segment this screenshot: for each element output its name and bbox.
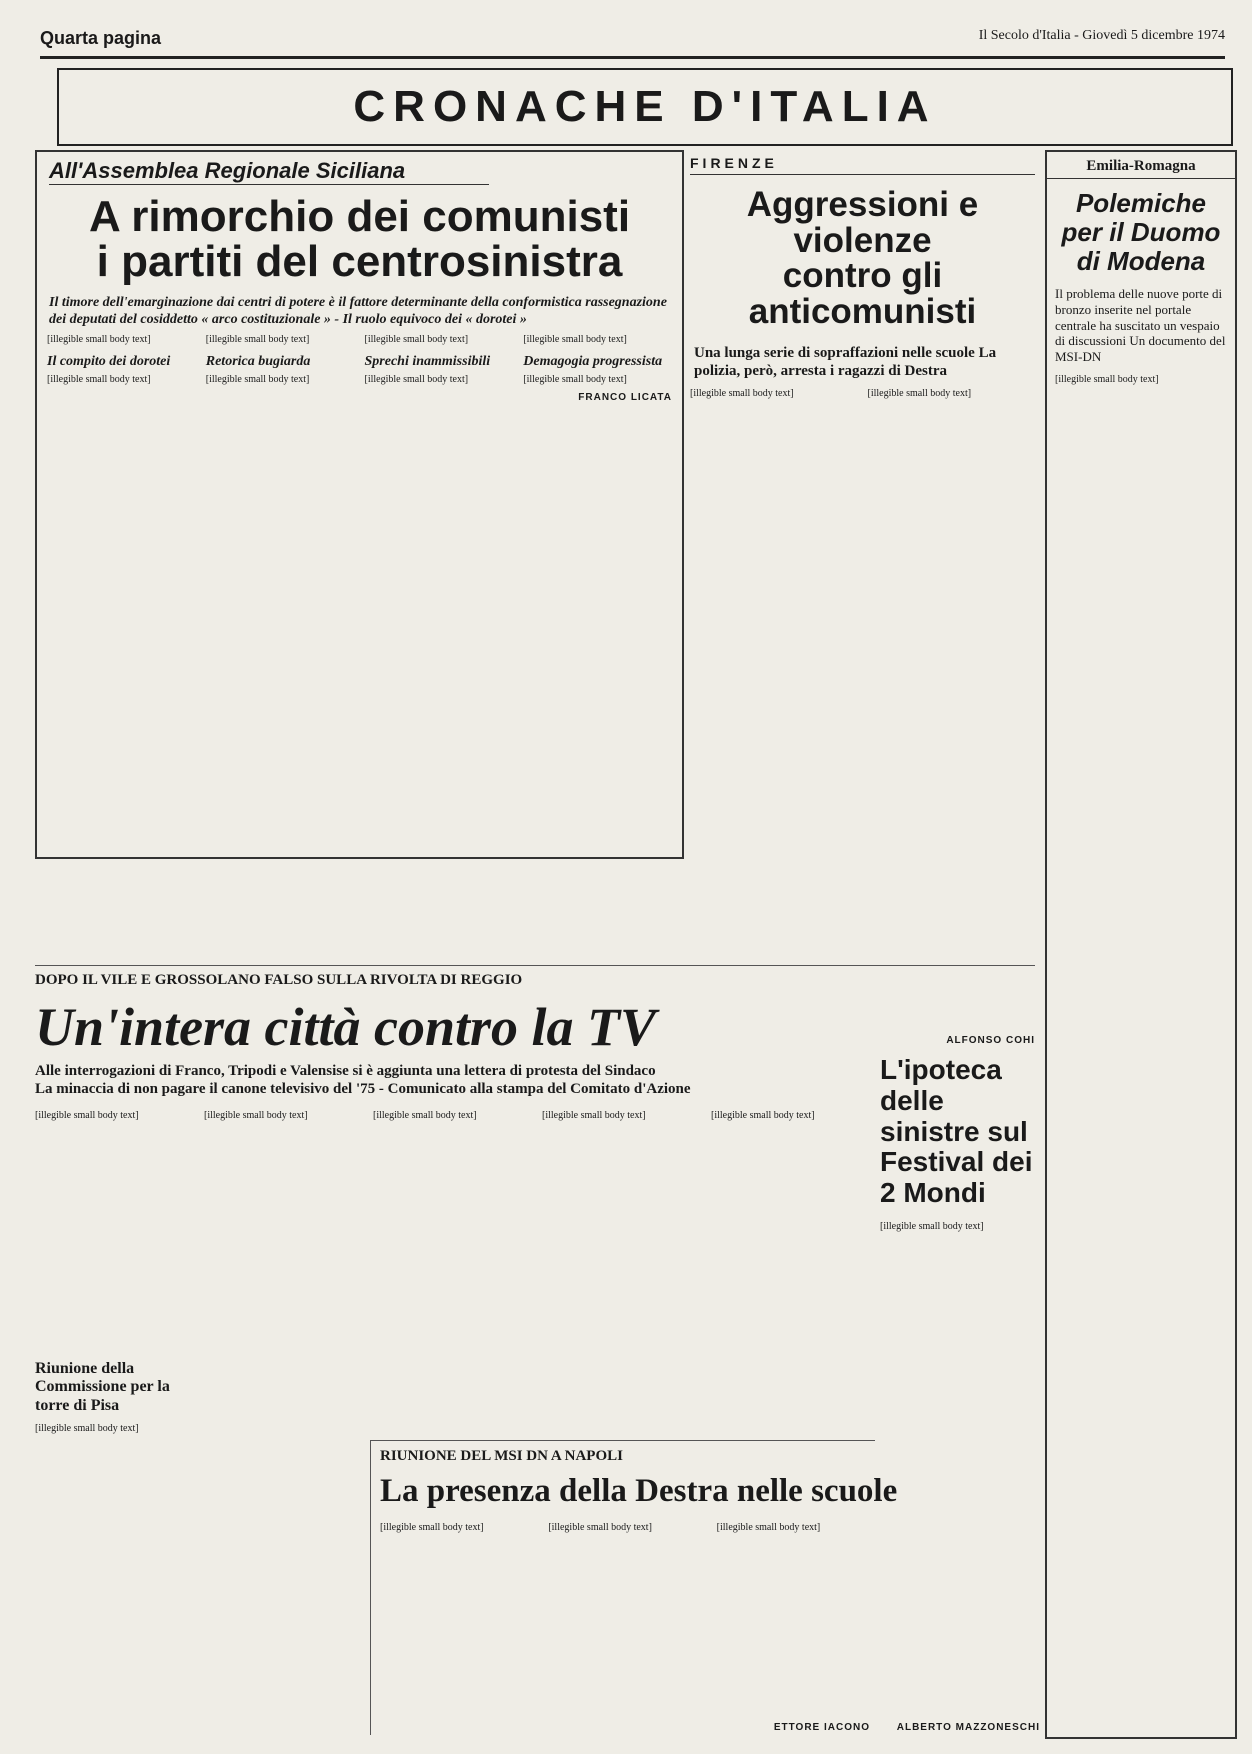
body-paragraph: [illegible small body text] [867,387,972,399]
article-kicker: Emilia-Romagna [1047,158,1235,179]
body-paragraph: [illegible small body text] [548,1522,652,1533]
body-paragraph: [illegible small body text] [711,1110,815,1121]
article-headline [690,187,1035,330]
body-paragraph: [illegible small body text] [523,374,627,386]
article-headline: L'ipoteca delle sinistre sul Festival dei 2 Mondi [880,1054,1033,1209]
article-body [690,388,1035,1078]
section-divider [35,965,1035,966]
body-paragraph: [illegible small body text] [523,334,627,346]
column-rule [370,1440,371,1735]
body-paragraph: [illegible small body text] [205,374,310,386]
article-body [47,334,672,814]
reggio-kicker: DOPO IL VILE E GROSSOLANO FALSO SULLA RIVOLTA DI REGGIO [35,972,523,988]
article-headline: Riunione della Commissione per la torre di Pisa [35,1360,170,1414]
body-paragraph: [illegible small body text] [690,387,794,399]
body-paragraph: [illegible small body text] [542,1110,646,1121]
article-headline [37,192,682,286]
article-deck: Una lunga serie di sopraffazioni nelle scuole La polizia, però, arresta i ragazzi di Destra [694,344,997,379]
article-modena [1045,150,1237,1739]
body-paragraph: [illegible small body text] [364,374,469,386]
body-column [717,1522,875,1722]
article-firenze [690,155,1035,1050]
body-paragraph: [illegible small body text] [47,334,151,346]
body-paragraph: [illegible small body text] [880,1220,984,1232]
article-pisa [35,1360,195,1735]
body-column [523,334,672,814]
section-divider [370,1440,875,1441]
headline-line-1: Aggressioni e violenze [746,185,979,260]
body-paragraph: [illegible small body text] [380,1522,484,1533]
headline-line-2: contro gli anticomunisti [748,256,977,332]
body-paragraph: [illegible small body text] [205,334,310,346]
headline-line-1: A rimorchio dei comunisti [88,192,631,241]
subheading: Demagogia progressista [523,353,663,369]
napoli-kicker: RIUNIONE DEL MSI DN A NAPOLI [380,1448,623,1464]
deck-line-2: La minaccia di non pagare il canone televisivo del '75 - Comunicato alla stampa del Comitato d'Azione [35,1081,691,1097]
page-section: Quarta pagina [40,28,162,48]
article-spoleto [880,1055,1040,1735]
body-paragraph: [illegible small body text] [35,1110,139,1121]
body-paragraph: [illegible small body text] [716,1522,821,1533]
body-column [690,388,858,1078]
body-column [365,334,514,814]
body-column [380,1522,538,1722]
body-column [47,334,196,814]
subheading: Il compito dei dorotei [47,353,171,369]
article-body [1055,374,1227,387]
body-column [206,334,355,814]
paper-date-line: Il Secolo d'Italia - Giovedì 5 dicembre 1974 [978,28,1225,43]
section-banner-title: CRONACHE D'ITALIA [353,82,937,131]
body-paragraph: [illegible small body text] [47,374,151,386]
subheading: Sprechi inammissibili [364,353,491,369]
article-byline: ALBERTO MAZZONESCHI [896,1722,1040,1733]
body-paragraph: [illegible small body text] [364,334,469,346]
body-paragraph: [illegible small body text] [35,1423,139,1435]
article-byline: ETTORE IACONO [773,1722,870,1733]
body-paragraph: [illegible small body text] [1055,374,1159,386]
article-kicker: All'Assemblea Regionale Siciliana [49,158,489,185]
article-byline: ALFONSO COHI [946,1035,1035,1046]
article-deck: Il problema delle nuove porte di bronzo inserite nel portale centrale ha suscitato un vespaio di discussioni Un documento del MSI-DN [1055,286,1226,364]
article-deck: Il timore dell'emarginazione dai centri di potere è il fattore determinante della conformistica rassegnazione dei deputati del cosiddetto « arco costituzionale » - Il ruolo equivoco dei « dorotei » [49,294,667,327]
headline-line-2: i partiti del centrosinistra [96,236,623,286]
body-column [711,1110,870,1430]
reggio-deck [35,1062,875,1098]
article-byline: FRANCO LICATA [578,391,672,403]
body-column [542,1110,701,1430]
body-paragraph: [illegible small body text] [373,1110,477,1121]
reggio-headline: Un'intera città contro la TV [35,997,657,1057]
subheading: Retorica bugiarda [205,353,311,369]
body-column [548,1522,706,1722]
body-column [373,1110,532,1430]
napoli-headline: La presenza della Destra nelle scuole [380,1473,898,1509]
section-banner [57,68,1233,146]
article-sicilia [35,150,684,859]
body-column [868,388,1036,1078]
deck-line-1: Alle interrogazioni di Franco, Tripodi e Valensise si è aggiunta una lettera di protesta del Sindaco [35,1063,656,1079]
body-paragraph: [illegible small body text] [204,1110,308,1121]
article-body [35,1423,195,1436]
napoli-body [380,1522,875,1722]
body-column [204,1110,363,1430]
article-dateline: FIRENZE [690,155,1035,175]
article-headline: Polemiche per il Duomo di Modena [1061,188,1221,277]
article-body [880,1221,1040,1234]
masthead [40,20,1225,59]
